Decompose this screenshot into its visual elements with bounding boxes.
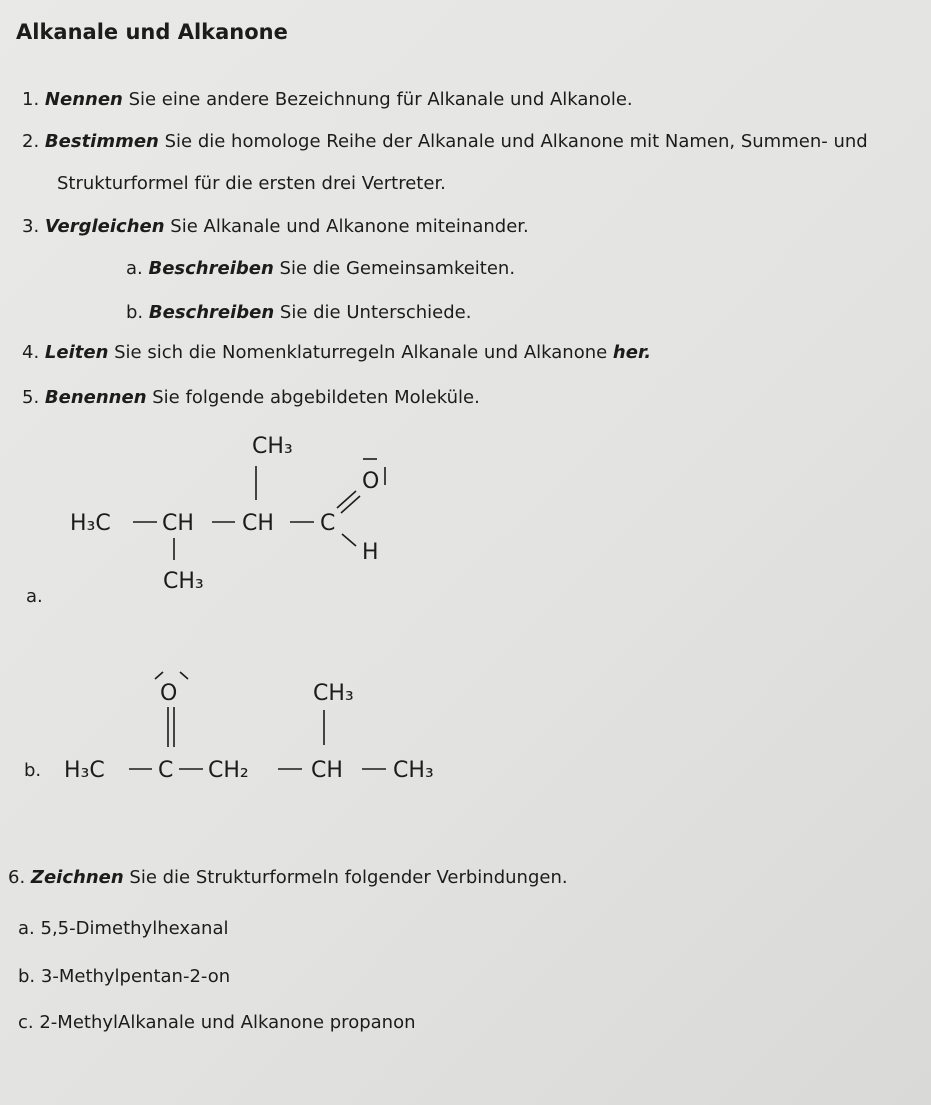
task-verb: Nennen (44, 89, 123, 110)
question-6a (18, 918, 229, 939)
task-verb: Benennen (44, 387, 147, 408)
question-number: 2. (22, 131, 40, 152)
question-text: Sie sich die Nomenklaturregeln Alkanale und Alkanone (108, 342, 613, 363)
lone-pair (180, 672, 188, 679)
question-number: 3. (22, 216, 40, 237)
subquestion-letter: b. (18, 966, 36, 987)
task-verb: Bestimmen (44, 131, 159, 152)
atom-ch: CH (162, 511, 194, 536)
atom-ch3: CH₃ (393, 758, 434, 783)
question-6b (18, 966, 230, 987)
atom-oxygen: O (362, 469, 380, 494)
task-verb: Leiten (44, 342, 109, 363)
atom-ch: CH (311, 758, 343, 783)
question-number: 4. (22, 342, 40, 363)
question-number: 6. (8, 867, 26, 888)
question-text: Sie die homologe Reihe der Alkanale und Alkanone mit Namen, Summen- und (158, 131, 868, 152)
atom-h3c: H₃C (64, 758, 105, 783)
question-6 (8, 867, 568, 888)
question-2-continuation: Strukturformel für die ersten drei Vertreter. (57, 173, 446, 194)
question-number: 1. (22, 89, 40, 110)
question-number: 5. (22, 387, 40, 408)
subquestion-letter: a. (18, 918, 35, 939)
task-verb: Zeichnen (30, 867, 124, 888)
question-text: Sie die Unterschiede. (274, 302, 472, 323)
task-verb: Vergleichen (44, 216, 165, 237)
lone-pair (155, 672, 163, 679)
subquestion-letter: b. (126, 302, 144, 323)
atom-carbonyl-c: C (320, 511, 336, 536)
molecule-b-label: b. (24, 760, 42, 781)
atom-methyl-top: CH₃ (252, 434, 293, 459)
question-6c (18, 1012, 416, 1033)
task-verb-tail: her. (612, 342, 652, 363)
compound-name: 2-MethylAlkanale und Alkanone propanon (39, 1012, 416, 1033)
atom-carbonyl-c: C (158, 758, 174, 783)
atom-ch2: CH₂ (208, 758, 249, 783)
subquestion-letter: a. (126, 258, 143, 279)
task-verb: Beschreiben (148, 302, 275, 323)
atom-hydrogen: H (362, 540, 379, 565)
compound-name: 5,5-Dimethylhexanal (40, 918, 229, 939)
atom-ch: CH (242, 511, 274, 536)
atom-oxygen: O (160, 681, 178, 706)
question-text: Sie die Strukturformeln folgender Verbindungen. (123, 867, 568, 888)
question-text: Sie folgende abgebildeten Moleküle. (146, 387, 480, 408)
atom-methyl-bottom: CH₃ (163, 569, 204, 594)
subquestion-letter: c. (18, 1012, 34, 1033)
question-text: Sie eine andere Bezeichnung für Alkanale und Alkanole. (122, 89, 633, 110)
task-verb: Beschreiben (148, 258, 274, 279)
atom-h3c: H₃C (70, 511, 111, 536)
question-text: Sie die Gemeinsamkeiten. (273, 258, 516, 279)
question-text: Sie Alkanale und Alkanone miteinander. (164, 216, 529, 237)
page-title: Alkanale und Alkanone (16, 20, 288, 44)
compound-name: 3-Methylpentan-2-on (40, 966, 231, 987)
atom-methyl-top: CH₃ (313, 681, 354, 706)
molecule-a-label: a. (26, 586, 43, 607)
